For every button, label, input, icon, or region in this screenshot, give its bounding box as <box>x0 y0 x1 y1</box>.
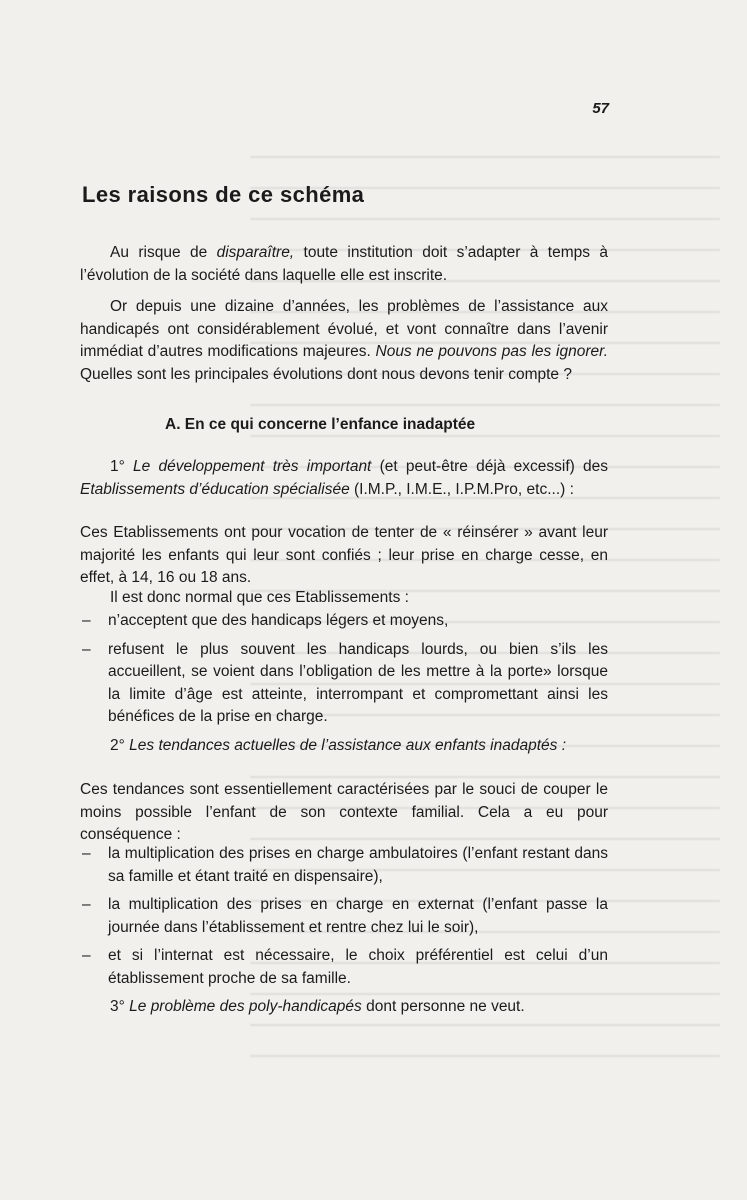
list-establishments <box>80 610 608 729</box>
list-item: – la multiplication des prises en charge en externat (l’enfant passe la journée dans l’établissement et rentre chez lui le soir), <box>80 894 608 939</box>
point-3: 3° Le problème des poly-handicapés dont personne ne veut. <box>110 998 525 1015</box>
list-tendencies <box>80 843 608 990</box>
paragraph-normal: Il est donc normal que ces Etablissements : <box>110 589 409 606</box>
page-title: Les raisons de ce schéma <box>82 182 365 207</box>
section-heading-a: A. En ce qui concerne l’enfance inadaptée <box>165 416 476 433</box>
list-item: – refusent le plus souvent les handicaps lourds, ou bien s’ils les accueillent, se voient dans l’obligation de les mettre à la porte» lorsque la limite d’âge est atteinte, interrompant et compromettant ainsi les bénéfices de la prise en charge. <box>80 639 608 729</box>
paragraph-establishments: Ces Etablissements ont pour vocation de tenter de « réinsérer » avant leur majorité les enfants qui leur sont confiés ; leur prise en charge cesse, en effet, à 14, 16 ou 18 ans. <box>80 524 608 586</box>
page-number: 57 <box>592 100 609 117</box>
point-1: 1° Le développement très important (et peut-être déjà excessif) des Etablissements d’éducation spécialisée (I.M.P., I.M.E., I.P.M.Pro, etc...) : <box>80 458 609 498</box>
list-item: – n’acceptent que des handicaps légers et moyens, <box>80 610 608 633</box>
paragraph-tendencies: Ces tendances sont essentiellement caractérisées par le souci de couper le moins possible l’enfant de son contexte familial. Cela a eu pour conséquence : <box>80 781 608 843</box>
list-item: – et si l’internat est nécessaire, le choix préférentiel est celui d’un établissement proche de sa famille. <box>80 945 608 990</box>
list-item: – la multiplication des prises en charge ambulatoires (l’enfant restant dans sa famille et étant traité en dispensaire), <box>80 843 608 888</box>
paragraph-intro: Au risque de disparaître, toute institution doit s’adapter à temps à l’évolution de la société dans laquelle elle est inscrite. <box>80 244 608 284</box>
paragraph-evolution: Or depuis une dizaine d’années, les problèmes de l’assistance aux handicapés ont considérablement évolué, et vont connaître dans l’avenir immédiat d’autres modifications majeures. Nous ne pouvons pas les ignorer. Quelles sont les principales évolutions dont nous devons tenir compte ? <box>80 298 609 383</box>
point-2: 2° Les tendances actuelles de l’assistance aux enfants inadaptés : <box>110 737 567 754</box>
